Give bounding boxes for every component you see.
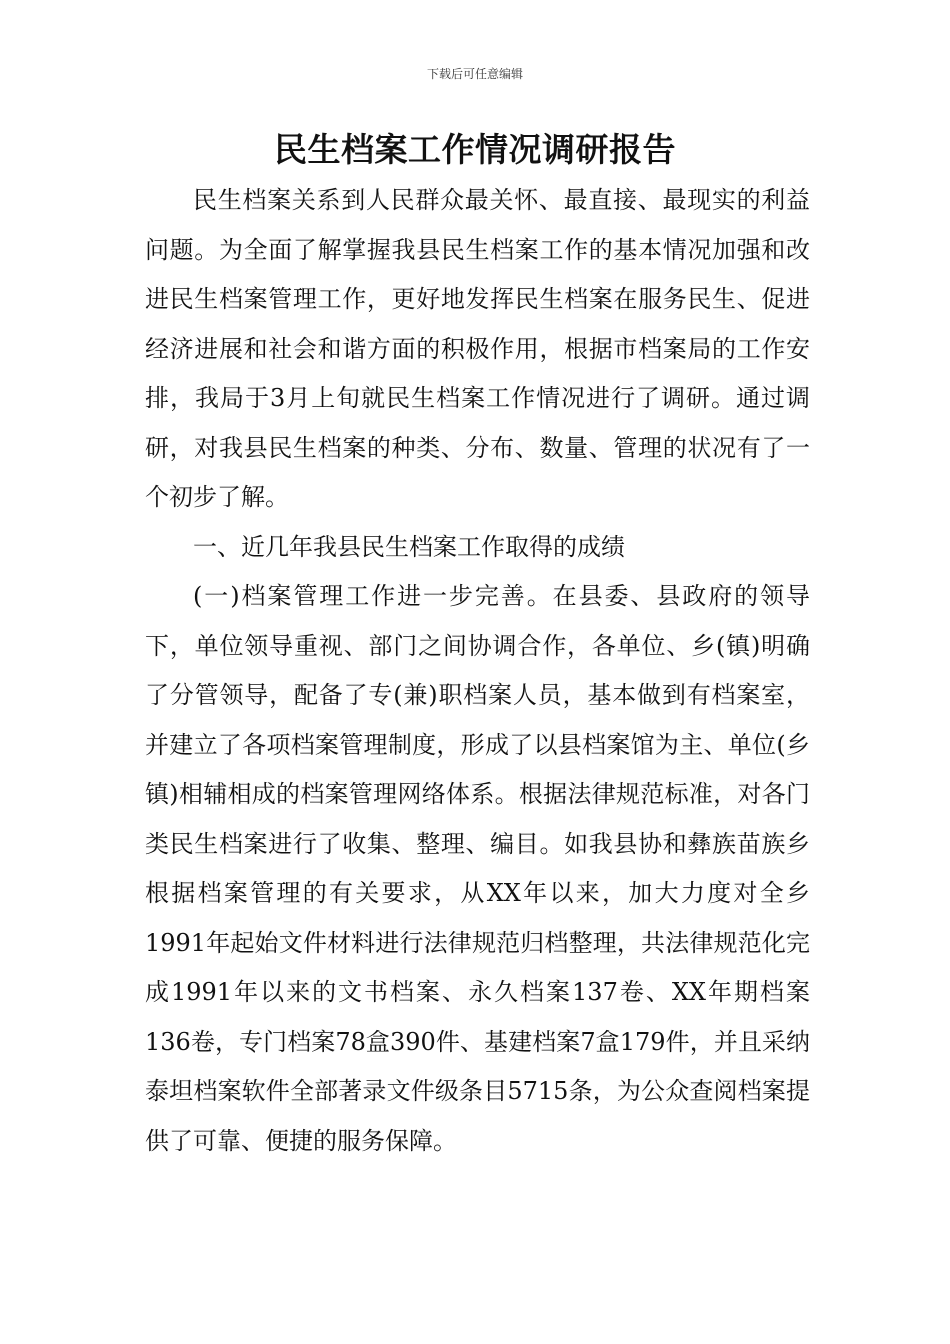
document-title: 民生档案工作情况调研报告 [274,130,676,169]
section-heading: 一、近几年我县民生档案工作取得的成绩 [193,532,625,561]
intro-paragraph: 民生档案关系到人民群众最关怀、最直接、最现实的利益问题。为全面了解掌握我县民生档案工作的基本情况加强和改进民生档案管理工作，更好地发挥民生档案在服务民生、促进经济进展和社会和谐方面的积极作用，根据市档案局的工作安排，我局于3月上旬就民生档案工作情况进行了调研。通过调研，对我县民生档案的种类、分布、数量、管理的状况有了一个初步了解。 [145,186,810,511]
document-body [145,176,810,1166]
subsection-paragraph: (一)档案管理工作进一步完善。在县委、县政府的领导下，单位领导重视、部门之间协调合作，各单位、乡(镇)明确了分管领导，配备了专(兼)职档案人员，基本做到有档案室，并建立了各项档案管理制度，形成了以县档案馆为主、单位(乡镇)相辅相成的档案管理网络体系。根据法律规范标准，对各门类民生档案进行了收集、整理、编目。如我县协和彝族苗族乡根据档案管理的有关要求，从XX年以来，加大力度对全乡1991年起始文件材料进行法律规范归档整理，共法律规范化完成1991年以来的文书档案、永久档案137卷、XX年期档案136卷，专门档案78盒390件、基建档案7盒179件，并且采纳泰坦档案软件全部著录文件级条目5715条，为公众查阅档案提供了可靠、便捷的服务保障。 [145,582,810,1155]
header-note: 下载后可任意编辑 [426,67,523,81]
